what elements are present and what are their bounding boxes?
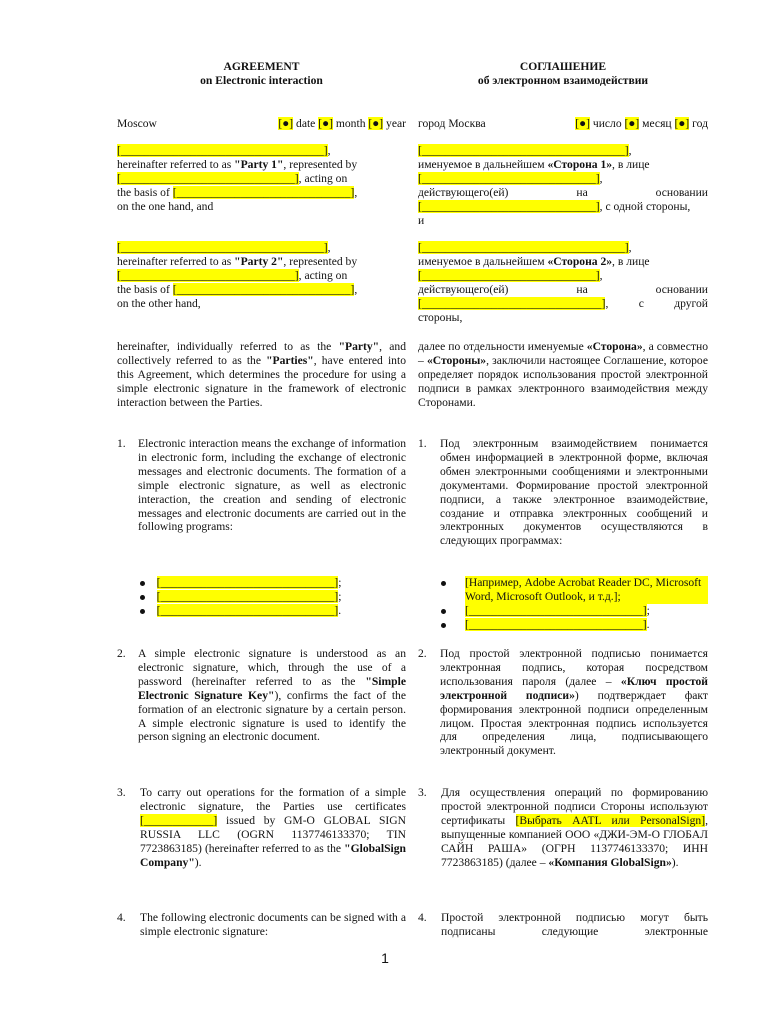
text: на [576,185,588,199]
text: hereinafter referred to as [117,254,235,268]
text: и [418,213,425,227]
marker: [●] [674,117,690,130]
blank-field: [______________________________] [156,576,339,589]
item-number: 1. [418,437,427,450]
party2-ru: [___________________________________], именуемое в дальнейшем «Сторона 2», в лице [______________________________], действующего(ей) на основании [_______________________________], с другой стороны, [418,241,708,324]
blank-field: [______________________________] [117,268,299,282]
party1-en: [___________________________________], hereinafter referred to as "Party 1", represented by [______________________________], acting on the basis of [______________________________], on the one hand, and [117,144,406,214]
item-3-ru [441,786,708,869]
text: действующего(ей) [418,185,509,199]
text: ) подтверждает факт формирования электронной подписи определенным лицом. Простая электронная подпись используется для определения лица, подписывающего электронный документ. [440,688,708,758]
text: , acting on [298,268,348,282]
term: "Simple Electronic Signature Key" [138,674,406,702]
item-2-ru [440,647,708,758]
text: , заключили настоящее Соглашение, которое определяет порядок использования простой электронной подписи в рамках электронного взаимодействия между Сторонами. [418,353,708,409]
party1-ru: [___________________________________], именуемое в дальнейшем «Сторона 1», в лице [______________________________], действующего(ей) на основании [______________________________], с одной стороны, и [418,144,708,227]
text: ; [338,576,342,589]
text: , а совместно – [418,340,709,367]
text: , represented by [283,254,358,268]
item-number: 4. [418,911,427,924]
blank-field: [______________________________] [418,171,600,185]
text: ), confirms the fact of the formation of an electronic signature by a certain person. A simple electronic signature is used to identify the person signing an electronic document. [138,688,407,744]
text: основании [655,282,708,296]
title-ru [418,60,708,88]
text: , выпущенные компанией ООО «ДЖИ-ЭМ-О ГЛОБАЛ САЙН РАША» (ОГРН 1137746133370; ИНН 7723863185) (далее – [441,813,708,869]
text: , acting on [298,171,348,185]
place-date-ru [418,117,708,131]
marker: [●] [318,117,333,130]
intro-en [117,340,406,410]
text: ; [338,589,342,603]
text: . [646,617,650,631]
text: , с одной стороны, [599,199,691,213]
text: hereinafter, individually referred to as the [117,340,339,353]
marker: [●] [624,117,640,130]
date-en [278,117,406,131]
text: стороны, [418,310,463,324]
bullet-icon [140,595,145,600]
item-2-en [138,647,406,744]
text: , and collectively referred to as the [117,340,406,367]
item-number: 2. [117,647,126,660]
text: ). [194,855,202,869]
month-word: month [332,117,369,130]
blank-field: [_______________________________] [418,296,606,310]
marker: [●] [368,117,384,130]
bullet-icon [441,609,446,614]
text: именуемое в дальнейшем [418,157,548,171]
text: the basis of [117,185,173,199]
item-number: 4. [117,911,126,924]
text: on the one hand, and [117,199,214,213]
blank-field: [______________________________] [156,603,339,617]
title-en-main: AGREEMENT [223,60,300,73]
text: hereinafter referred to as [117,157,235,171]
text: ; [646,603,650,617]
page-number: 1 [381,950,389,966]
text: на [576,282,588,296]
term: «Стороны» [426,353,487,367]
text: далее по отдельности именуемые [418,340,587,353]
marker: [●] [278,117,294,130]
party-2-label-ru: «Сторона 2» [547,254,613,268]
party-1-label-ru: «Сторона 1» [547,157,613,171]
term: "GlobalSign Company" [140,841,406,869]
text: основании [655,185,708,199]
item-number: 2. [418,647,427,660]
text: on the other hand, [117,296,201,310]
month-word: месяц [639,117,675,130]
text: issued by GM-O GLOBAL SIGN RUSSIA LLC (OGRN 1137746133370; TIN 7723863185) (hereinafter referred to as the [140,813,406,855]
blank-field: [____________] [140,813,218,827]
party2-en: [___________________________________], hereinafter referred to as "Party 2", represented by [______________________________], acting on the basis of [______________________________], on the other hand, [117,241,406,311]
text: , в лице [612,254,650,268]
blank-field: [___________________________________] [418,241,629,254]
title-ru-main: СОГЛАШЕНИЕ [519,60,607,73]
term: «Ключ простой электронной подписи» [440,674,708,702]
blank-field: [______________________________] [418,268,600,282]
party-1-label: "Party 1" [234,157,284,171]
term: «Сторона» [586,340,643,353]
text: Для осуществления операций по формированию простой электронной подписи Стороны используют сертификаты [441,786,708,827]
text: , в лице [612,157,650,171]
item-1-en: Electronic interaction means the exchange of information in electronic form, including the exchange of electronic messages and electronic documents. The formation of a simple electronic signature, as well as electronic interaction, the creation and sending of electronic messages and electronic documents are carried out in the following programs: [138,437,406,534]
text: To carry out operations for the formation of a simple electronic signature, the Parties use certificates [140,786,406,813]
blank-field: [______________________________] [465,603,647,617]
title-en [117,60,406,88]
term: "Party" [338,340,380,353]
blank-field: [______________________________] [172,185,355,199]
item-4-ru: Простой электронной подписью могут быть подписаны следующие электронные [441,911,708,938]
item-4-en: The following electronic documents can be signed with a simple electronic signature: [140,911,406,938]
item-number: 3. [418,786,427,799]
text: действующего(ей) [418,282,509,296]
bullet-icon [140,581,145,586]
year-word: год [689,117,708,130]
date-ru [575,117,708,131]
item-number: 3. [117,786,126,799]
item-3-en [140,786,406,869]
marker: [●] [575,117,590,130]
item-number: 1. [117,437,126,450]
blank-field: [______________________________] [418,199,600,213]
bullet-list-en [140,576,341,618]
choice-field: [Выбрать AATL или PersonalSign] [515,813,706,827]
bullet-icon [441,581,446,586]
text: , represented by [283,157,358,171]
date-word: число [589,117,625,130]
blank-field: [______________________________] [172,282,355,296]
blank-field: [______________________________] [465,617,647,631]
blank-field: [______________________________] [117,171,299,185]
blank-field: [___________________________________] [418,144,629,157]
example-programs: [Например, Adobe Acrobat Reader DC, Microsoft Word, Microsoft Outlook, и т.д.]; [465,576,708,604]
blank-field: [___________________________________] [117,144,328,157]
text: именуемое в дальнейшем [418,254,548,268]
bullet-icon [441,623,446,628]
text: , have entered into this Agreement, which determines the procedure for using a simple electronic signature in the framework of electronic interaction between the Parties. [117,353,406,409]
bullet-list-ru [441,576,708,632]
text: ). [671,855,679,869]
party-2-label: "Party 2" [234,254,284,268]
city-ru: город Москва [418,117,486,130]
title-ru-sub: об электронном взаимодействии [477,73,649,87]
term: «Компания GlobalSign» [548,855,672,869]
text: Под простой электронной подписью понимается электронная подпись, которая посредством использования пароля (далее – [440,647,708,688]
blank-field: [___________________________________] [117,241,328,254]
term: "Parties" [266,353,314,367]
city-en: Moscow [117,117,157,130]
text: A simple electronic signature is understood as an electronic signature, which, through the use of a password (hereinafter referred to as the [138,647,406,688]
year-word: year [383,117,406,130]
text: . [338,603,342,617]
place-date-en [117,117,406,131]
date-word: date [293,117,319,130]
intro-ru [418,340,708,410]
bullet-icon [140,609,145,614]
title-en-sub: on Electronic interaction [200,73,323,87]
item-1-ru: Под электронным взаимодействием понимается обмен информацией в электронной форме, включая обмен электронными сообщениями и электронными документами. Формирование простой электронной подписи, а также электронное взаимодействие, создание и отправка электронных сообщений и электронных документов осуществляются в следующих программах: [440,437,708,548]
text: the basis of [117,282,173,296]
blank-field: [______________________________] [156,589,339,603]
